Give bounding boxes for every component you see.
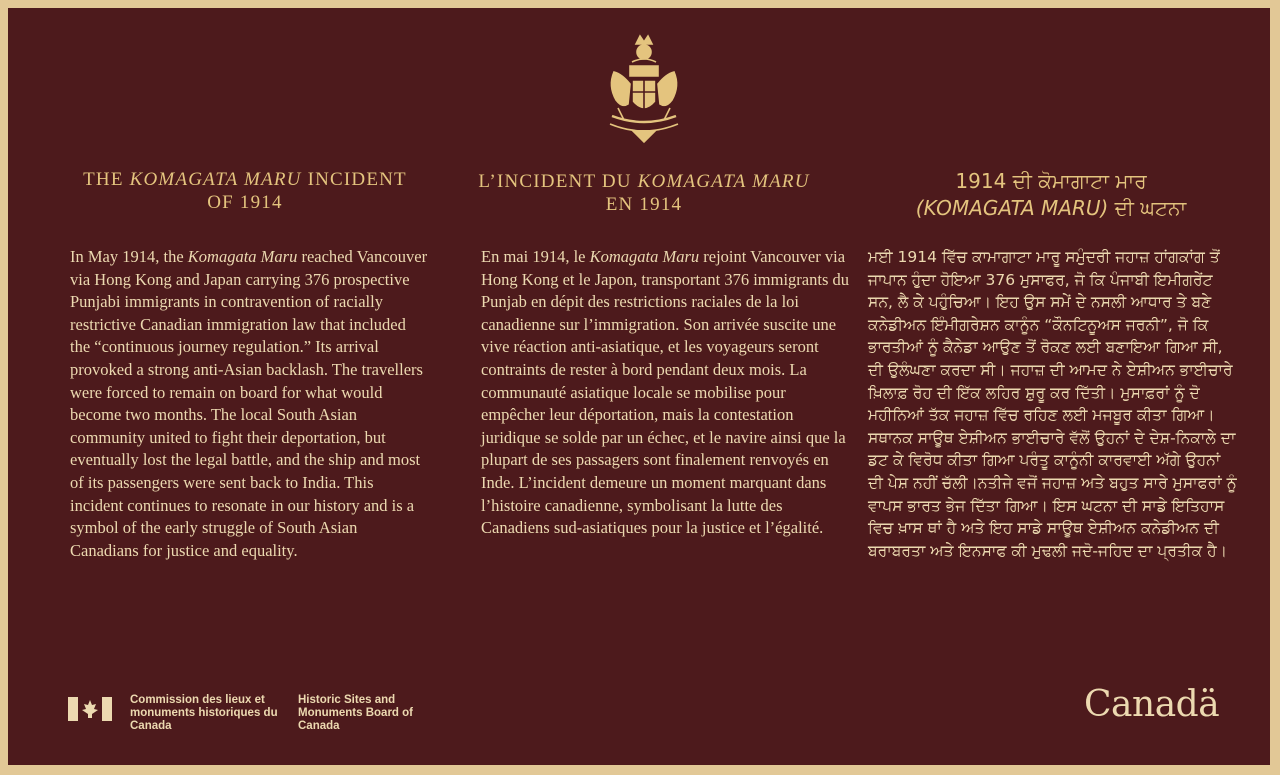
org-name-french: Commission des lieux et monuments historiques du Canada xyxy=(130,694,278,732)
plaque xyxy=(8,8,1270,765)
royal-crest-icon xyxy=(602,30,686,146)
punjabi-body: ਮਈ 1914 ਵਿੱਚ ਕਾਮਾਗਾਟਾ ਮਾਰੂ ਸਮੁੰਦਰੀ ਜਹਾਜ਼ ਹਾਂਗਕਾਂਗ ਤੋਂ ਜਾਪਾਨ ਹੁੰਦਾ ਹੋਇਆ 376 ਮੁਸਾਫਰ, ਜੋ ਕਿ ਪੰਜਾਬੀ ਇਮੀਗਰੇਂਟ ਸਨ, ਲੈ ਕੇ ਪਹੁੰਚਿਆ। ਇਹ ਉਸ ਸਮੇਂ ਦੇ ਨਸਲੀ ਆਧਾਰ ਤੇ ਬਣੇ ਕਨੇਡੀਅਨ ਇੰਮੀਗਰੇਸ਼ਨ ਕਾਨੂੰਨ “ਕੌਨਟਿਨੂਅਸ ਜਰਨੀ”, ਜੋ ਕਿ ਭਾਰਤੀਆਂ ਨੂੰ ਕੈਨੇਡਾ ਆਉਣ ਤੋਂ ਰੋਕਣ ਲਈ ਬਣਾਇਆ ਗਿਆ ਸੀ, ਦੀ ਉਲੰਘਣਾ ਕਰਦਾ ਸੀ। ਜਹਾਜ਼ ਦੀ ਆਮਦ ਨੇ ਏਸ਼ੀਅਨ ਭਾਈਚਾਰੇ ਖ਼ਿਲਾਫ਼ ਰੋਹ ਦੀ ਇੱਕ ਲਹਿਰ ਸ਼ੁਰੂ ਕਰ ਦਿੱਤੀ। ਮੁਸਾਫ਼ਰਾਂ ਨੂੰ ਦੋ ਮਹੀਨਿਆਂ ਤੱਕ ਜਹਾਜ਼ ਵਿੱਚ ਰਹਿਣ ਲਈ ਮਜਬੂਰ ਕੀਤਾ ਗਿਆ। ਸਥਾਨਕ ਸਾਊਥ ਏਸ਼ੀਅਨ ਭਾਈਚਾਰੇ ਵੱਲੋਂ ਉਹਨਾਂ ਦੇ ਦੇਸ਼-ਨਿਕਾਲੇ ਦਾ ਡਟ ਕੇ ਵਿਰੋਧ ਕੀਤਾ ਗਿਆ ਪਰੰਤੂ ਕਾਨੂੰਨੀ ਕਾਰਵਾਈ ਅੱਗੇ ਉਹਨਾਂ ਦੀ ਪੇਸ਼ ਨਹੀਂ ਚੱਲੀ।ਨਤੀਜੇ ਵਜੋਂ ਜਹਾਜ਼ ਅਤੇ ਬਹੁਤ ਸਾਰੇ ਮੁਸਾਫਰਾਂ ਨੂੰ ਵਾਪਸ ਭਾਰਤ ਭੇਜ ਦਿੱਤਾ ਗਿਆ। ਇਸ ਘਟਨਾ ਦੀ ਸਾਡੇ ਇਤਿਹਾਸ ਵਿਚ ਖ਼ਾਸ ਥਾਂ ਹੈ ਅਤੇ ਇਹ ਸਾਡੇ ਸਾਊਥ ਏਸ਼ੀਅਨ ਕਨੇਡੀਅਨ ਦੀ ਬਰਾਬਰਤਾ ਅਤੇ ਇਨਸਾਫ ਕੀ ਮੁਢਲੀ ਜਦੋ-ਜਹਿਦ ਦਾ ਪ੍ਰਤੀਕ ਹੈ। xyxy=(868,248,1237,560)
org-name-english: Historic Sites and Monuments Board of Canada xyxy=(298,694,413,732)
english-title: THE KOMAGATA MARU INCIDENT OF 1914 xyxy=(83,169,407,213)
canada-flag-icon xyxy=(68,697,112,721)
french-body: En mai 1914, le Komagata Maru rejoint Vancouver via Hong Kong et le Japon, transportant 376 immigrants du Punjab en dépit des restrictions raciales de la loi canadienne sur l’immigration. Son arrivée suscite une vive réaction anti-asiatique, et les voyageurs seront contraints de rester à bord pendant deux mois. La communauté asiatique locale se mobilise pour empêcher leur déportation, mais la contestation juridique se solde par un échec, et le navire ainsi que la plupart de ses passagers sont finalement renvoyés en Inde. L’incident demeure un moment marquant dans l’histoire canadienne, symbolisant la lutte des Canadiens sud-asiatiques pour la justice et l’égalité. xyxy=(481,247,849,538)
canada-wordmark: Canadä xyxy=(1084,684,1220,725)
punjabi-title: 1914 ਦੀ ਕੋਮਾਗਾਟਾ ਮਾਰ (KOMAGATA MARU) ਦੀ ਘਟਨਾ xyxy=(915,169,1187,220)
english-body: In May 1914, the Komagata Maru reached Vancouver via Hong Kong and Japan carrying 376 prospective Punjabi immigrants in contravention of racially restrictive Canadian immigration law that included the “continuous journey regulation.” Its arrival provoked a strong anti-Asian backlash. The travellers were forced to remain on board for what would become two months. The local South Asian community united to fight their deportation, but eventually lost the legal battle, and the ship and most of its passengers were sent back to India. This incident continues to resonate in our history and is a symbol of the early struggle of South Asian Canadians for justice and equality. xyxy=(70,247,428,560)
french-title: L’INCIDENT DU KOMAGATA MARU EN 1914 xyxy=(478,171,810,215)
hsmbc-signature xyxy=(68,694,428,738)
